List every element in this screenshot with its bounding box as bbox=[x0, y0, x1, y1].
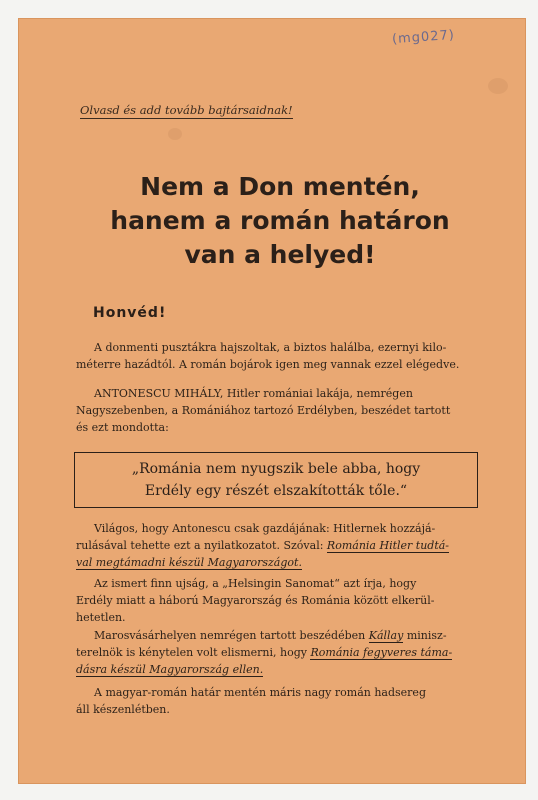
headline-line-2: hanem a román határon bbox=[110, 206, 450, 235]
paragraph-line bbox=[76, 627, 486, 644]
paragraph-line: Az ismert finn ujság, a „Helsingin Sanomat“ azt írja, hogy bbox=[94, 577, 417, 590]
underlined-text: Románia Hitler tudtá- bbox=[326, 539, 450, 552]
paper-stain bbox=[488, 78, 508, 94]
text-span: terelnök is kénytelen volt elismerni, hogy bbox=[76, 646, 311, 659]
quote-box bbox=[74, 452, 478, 508]
paragraph-line: A magyar-román határ mentén máris nagy román hadsereg bbox=[94, 686, 426, 699]
underlined-text: Kállay bbox=[368, 629, 404, 642]
paragraph-3 bbox=[76, 520, 486, 571]
paragraph-line: áll készenlétben. bbox=[76, 703, 170, 716]
underlined-text: val megtámadni készül Magyarországot. bbox=[76, 556, 302, 569]
underlined-text: dásra készül Magyarország ellen. bbox=[76, 663, 264, 676]
paragraph-line bbox=[76, 537, 486, 554]
paragraph-line: és ezt mondotta: bbox=[76, 421, 169, 434]
slogan: Olvasd és add tovább bajtársaidnak! bbox=[80, 103, 293, 117]
paragraph-line: A donmenti pusztákra hajszoltak, a biztos halálba, ezernyi kilo- bbox=[94, 341, 447, 354]
paragraph-line: Nagyszebenben, a Romániához tartozó Erdélyben, beszédet tartott bbox=[76, 404, 451, 417]
text-span: minisz- bbox=[403, 629, 447, 642]
paragraph-line: hetetlen. bbox=[76, 611, 126, 624]
paragraph-line: méterre hazádtól. A román bojárok igen meg vannak ezzel elégedve. bbox=[76, 358, 460, 371]
paragraph-line: Erdély miatt a háború Magyarország és Románia között elkerül- bbox=[76, 594, 435, 607]
paragraph-line: ANTONESCU MIHÁLY, Hitler romániai lakája, nemrégen bbox=[94, 387, 413, 400]
handwritten-annotation: (mg027) bbox=[391, 27, 456, 48]
paragraph-line: Világos, hogy Antonescu csak gazdájának: Hitlernek hozzájá- bbox=[94, 522, 436, 535]
headline bbox=[70, 170, 490, 272]
paper-stain bbox=[168, 128, 182, 140]
greeting: Honvéd! bbox=[93, 305, 167, 321]
paragraph-4 bbox=[76, 575, 486, 626]
paragraph-6 bbox=[76, 684, 486, 718]
paragraph-1 bbox=[76, 339, 486, 373]
headline-line-1: Nem a Don mentén, bbox=[140, 172, 420, 201]
headline-line-3: van a helyed! bbox=[184, 240, 376, 269]
paragraph-5 bbox=[76, 627, 486, 678]
text-span: rulásával tehette ezt a nyilatkozatot. Szóval: bbox=[76, 539, 327, 552]
underlined-text: Románia fegyveres táma- bbox=[310, 646, 453, 659]
paragraph-line bbox=[76, 554, 486, 571]
paragraph-2 bbox=[76, 385, 486, 436]
text-span: Marosvásárhelyen nemrégen tartott beszédében bbox=[94, 629, 369, 642]
paragraph-line bbox=[76, 661, 486, 678]
quote-line: „Románia nem nyugszik bele abba, hogy bbox=[131, 461, 421, 477]
paragraph-line bbox=[76, 644, 486, 661]
quote-line: Erdély egy részét elszakították tőle.“ bbox=[144, 483, 408, 499]
